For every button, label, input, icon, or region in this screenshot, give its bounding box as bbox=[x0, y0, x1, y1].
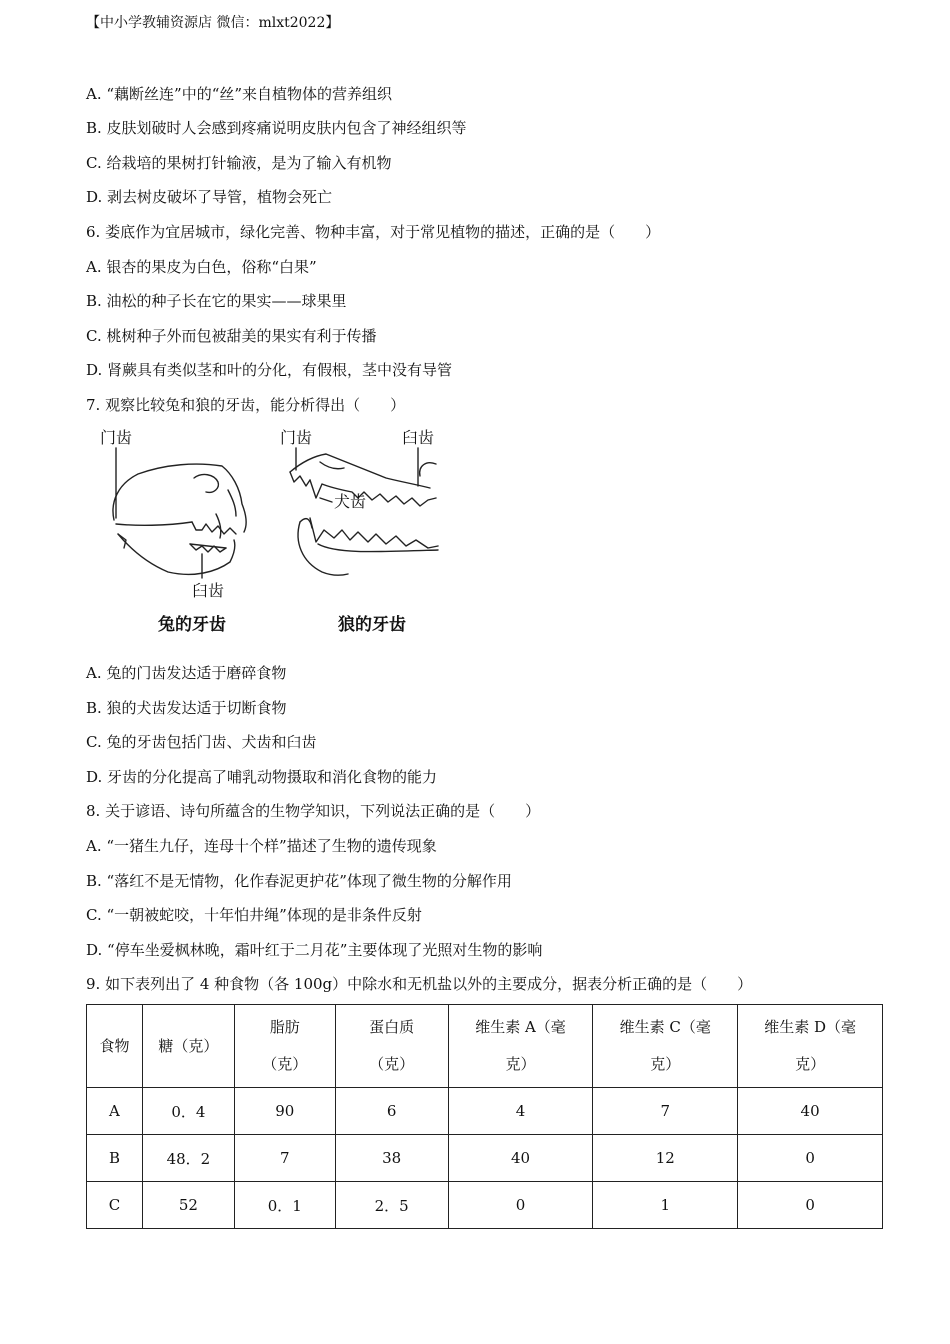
rabbit-incisor-label: 门齿 bbox=[100, 428, 133, 447]
table-cell: A bbox=[87, 1088, 143, 1135]
header-food: 食物 bbox=[87, 1005, 143, 1088]
table-cell: 12 bbox=[593, 1135, 738, 1182]
table-cell: B bbox=[87, 1135, 143, 1182]
table-cell: 7 bbox=[593, 1088, 738, 1135]
q6-stem: 6. 娄底作为宜居城市，绿化完善、物种丰富，对于常见植物的描述，正确的是（ ） bbox=[86, 223, 661, 241]
table-cell: 0．4 bbox=[142, 1088, 234, 1135]
table-cell: 38 bbox=[335, 1135, 448, 1182]
rabbit-skull-drawing bbox=[100, 428, 246, 635]
q7-stem: 7. 观察比较兔和狼的牙齿，能分析得出（ ） bbox=[86, 396, 406, 414]
q7-option-b: B. 狼的犬齿发达适于切断食物 bbox=[86, 699, 287, 717]
table-cell: 48．2 bbox=[142, 1135, 234, 1182]
q8-stem: 8. 关于谚语、诗句所蕴含的生物学知识，下列说法正确的是（ ） bbox=[86, 802, 541, 820]
wolf-jaw-drawing bbox=[280, 428, 438, 635]
table-cell: 7 bbox=[234, 1135, 335, 1182]
q9-stem: 9. 如下表列出了 4 种食物（各 100g）中除水和无机盐以外的主要成分，据表分析正确的是（ ） bbox=[86, 975, 753, 993]
header-protein: 蛋白质 （克） bbox=[335, 1005, 448, 1088]
table-cell: 6 bbox=[335, 1088, 448, 1135]
wolf-canine-label: 犬齿 bbox=[334, 492, 367, 511]
table-cell: 0 bbox=[448, 1182, 593, 1229]
header-vitamin-d: 维生素 D（毫 克） bbox=[738, 1005, 883, 1088]
table-cell: 40 bbox=[738, 1088, 883, 1135]
q5-option-d: D. 剥去树皮破坏了导管，植物会死亡 bbox=[86, 188, 333, 206]
header-fat: 脂肪 （克） bbox=[234, 1005, 335, 1088]
q7-option-d: D. 牙齿的分化提高了哺乳动物摄取和消化食物的能力 bbox=[86, 768, 438, 786]
q8-option-b: B. “落红不是无情物，化作春泥更护花”体现了微生物的分解作用 bbox=[86, 872, 512, 890]
q8-option-c: C. “一朝被蛇咬，十年怕井绳”体现的是非条件反射 bbox=[86, 906, 422, 924]
table-row bbox=[87, 1135, 883, 1182]
table-cell: 0．1 bbox=[234, 1182, 335, 1229]
q7-option-c: C. 兔的牙齿包括门齿、犬齿和臼齿 bbox=[86, 733, 317, 751]
table-cell: 4 bbox=[448, 1088, 593, 1135]
table-cell: 2．5 bbox=[335, 1182, 448, 1229]
header-vitamin-c: 维生素 C（毫 克） bbox=[593, 1005, 738, 1088]
header-sugar: 糖（克） bbox=[142, 1005, 234, 1088]
table-row bbox=[87, 1182, 883, 1229]
q7-option-a: A. 兔的门齿发达适于磨碎食物 bbox=[86, 664, 287, 682]
q6-option-a: A. 银杏的果皮为白色，俗称“白果” bbox=[86, 258, 317, 276]
wolf-incisor-label: 门齿 bbox=[280, 428, 313, 447]
table-cell: 52 bbox=[142, 1182, 234, 1229]
table-cell: 90 bbox=[234, 1088, 335, 1135]
wolf-teeth-caption: 狼的牙齿 bbox=[338, 615, 406, 635]
table-row bbox=[87, 1088, 883, 1135]
q8-option-a: A. “一猪生九仔，连母十个样”描述了生物的遗传现象 bbox=[86, 837, 437, 855]
header-vitamin-a: 维生素 A（毫 克） bbox=[448, 1005, 593, 1088]
q6-option-c: C. 桃树种子外而包被甜美的果实有利于传播 bbox=[86, 327, 377, 345]
q5-option-b: B. 皮肤划破时人会感到疼痛说明皮肤内包含了神经组织等 bbox=[86, 119, 467, 137]
wolf-molar-label: 臼齿 bbox=[402, 428, 435, 447]
table-cell: 1 bbox=[593, 1182, 738, 1229]
rabbit-molar-label: 臼齿 bbox=[192, 581, 225, 600]
table-cell: 40 bbox=[448, 1135, 593, 1182]
page-header: 【中小学教辅资源店 微信：mlxt2022】 bbox=[86, 15, 340, 31]
q6-option-d: D. 肾蕨具有类似茎和叶的分化，有假根，茎中没有导管 bbox=[86, 361, 453, 379]
teeth-figure bbox=[96, 422, 456, 644]
table-cell: C bbox=[87, 1182, 143, 1229]
food-nutrient-table bbox=[86, 1004, 883, 1229]
rabbit-teeth-caption: 兔的牙齿 bbox=[158, 615, 226, 635]
table-cell: 0 bbox=[738, 1135, 883, 1182]
q5-option-c: C. 给栽培的果树打针输液，是为了输入有机物 bbox=[86, 154, 392, 172]
q8-option-d: D. “停车坐爱枫林晚，霜叶红于二月花”主要体现了光照对生物的影响 bbox=[86, 941, 543, 959]
table-cell: 0 bbox=[738, 1182, 883, 1229]
q6-option-b: B. 油松的种子长在它的果实——球果里 bbox=[86, 292, 347, 310]
table-header-row bbox=[87, 1005, 883, 1088]
q5-option-a: A. “藕断丝连”中的“丝”来自植物体的营养组织 bbox=[86, 85, 393, 103]
